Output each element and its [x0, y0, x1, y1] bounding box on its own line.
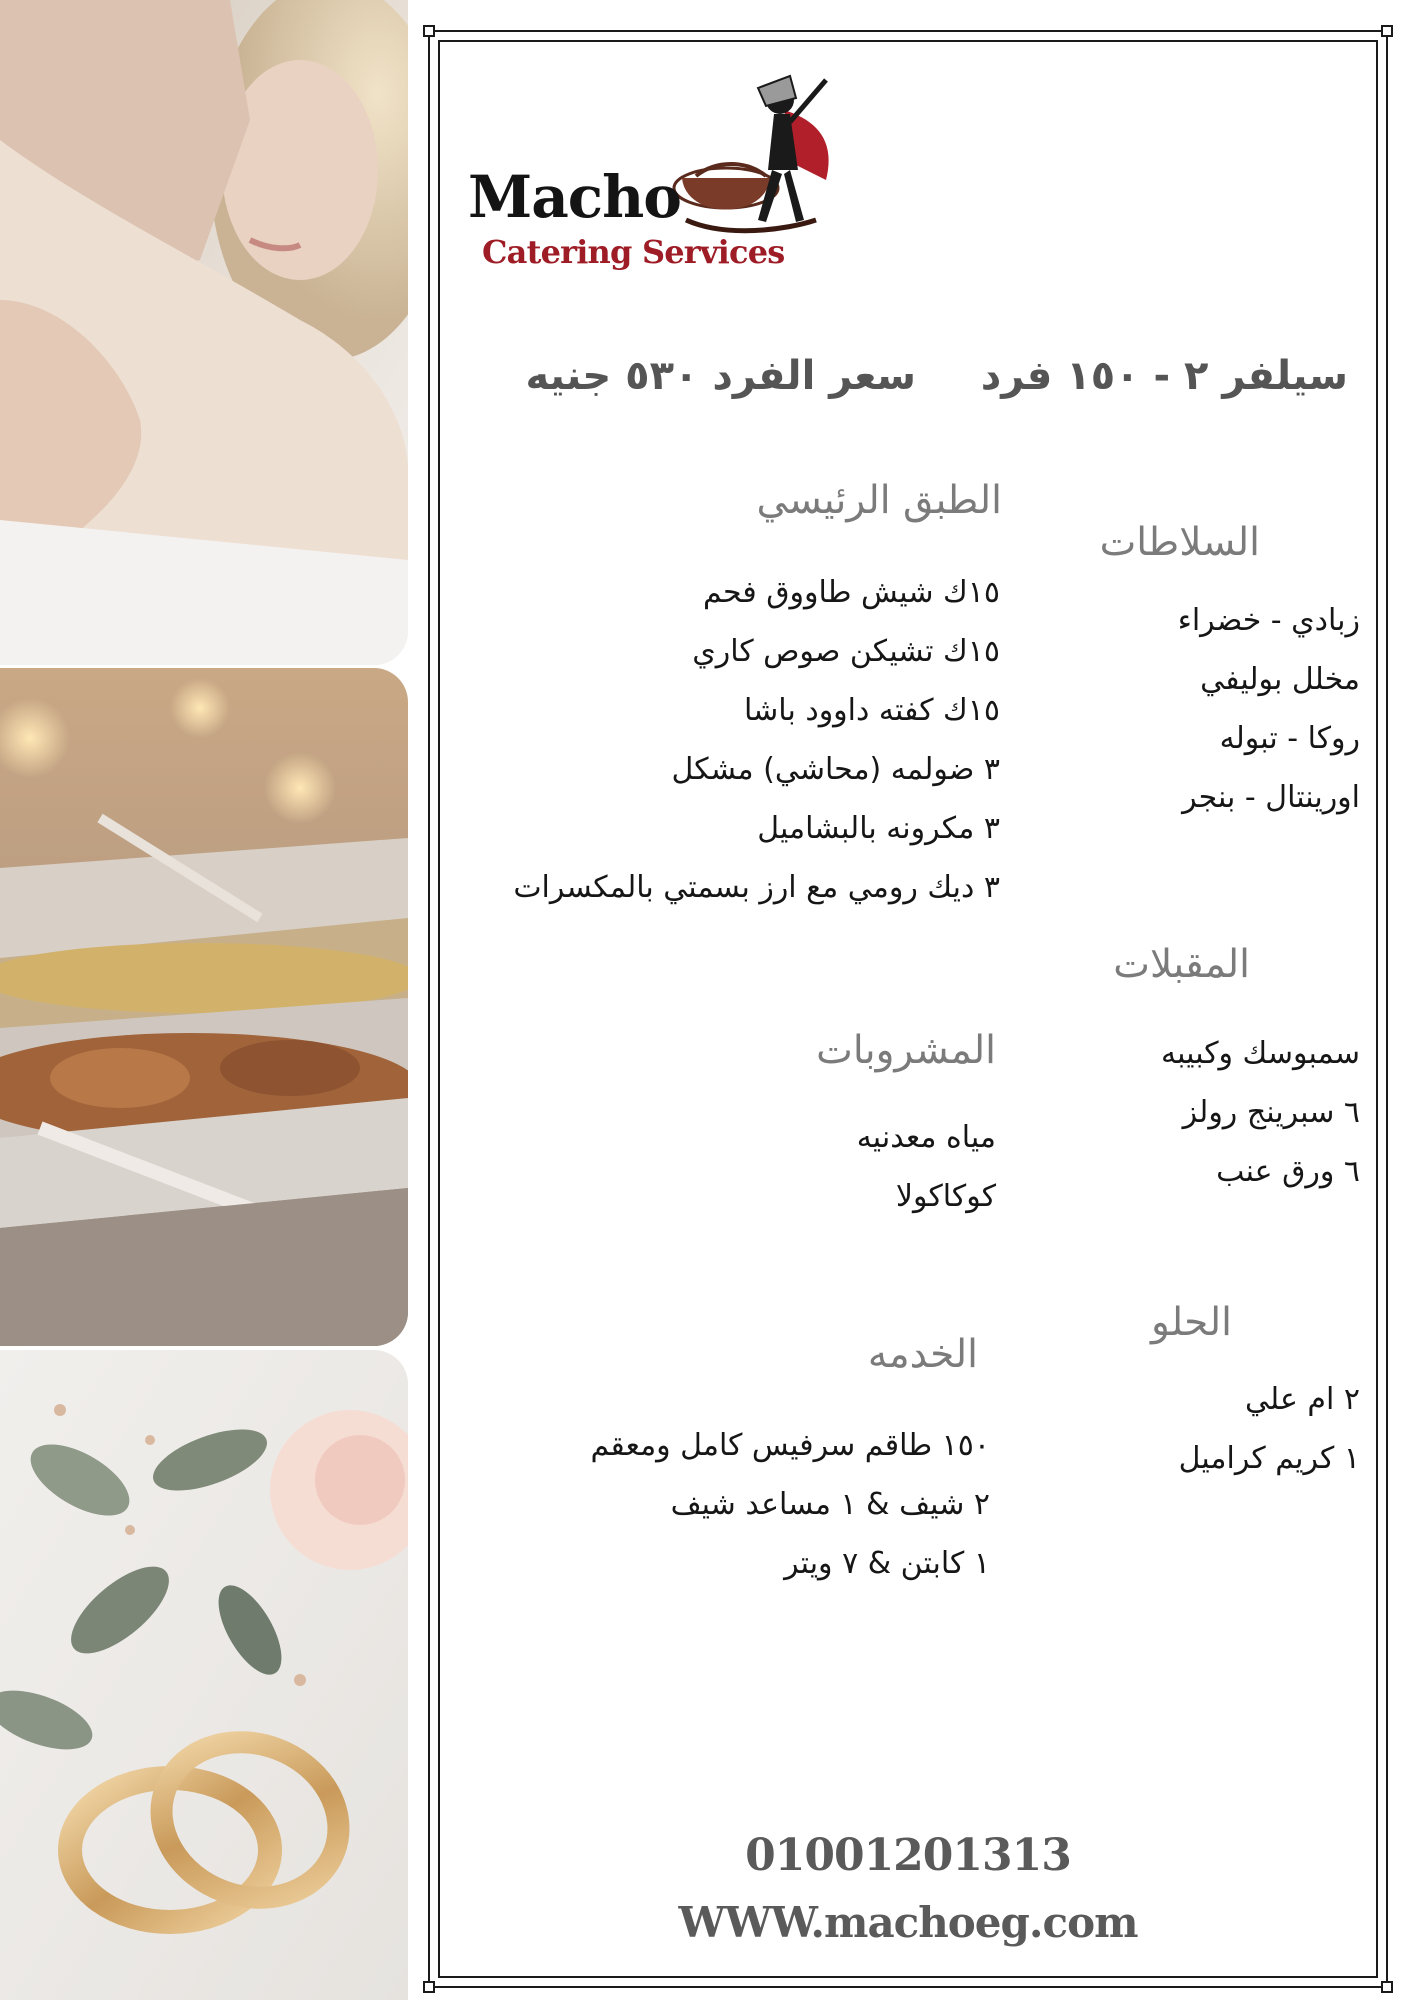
phone-number: 01001201313 — [745, 1830, 1071, 1881]
list-item: مخلل بوليفي — [1200, 662, 1360, 697]
brand-subtitle: Catering Services — [482, 233, 785, 271]
list-item: اورينتال - بنجر — [1182, 780, 1360, 815]
list-item: ٢ شيف & ١ مساعد شيف — [670, 1487, 990, 1522]
section-title-main-course: الطبق الرئيسي — [756, 478, 1002, 523]
list-item: ١٥ك تشيكن صوص كاري — [692, 634, 1000, 669]
brand-name: Macho — [468, 163, 681, 231]
list-item: ١٥ك شيش طاووق فحم — [703, 575, 1000, 610]
list-item: ١ كابتن & ٧ ويتر — [784, 1546, 990, 1581]
list-item: ١٥٠ طاقم سرفيس كامل ومعقم — [590, 1428, 990, 1463]
section-title-drinks: المشروبات — [816, 1028, 996, 1073]
list-item: زبادي - خضراء — [1177, 603, 1360, 638]
appetizers-list — [1161, 1024, 1360, 1201]
list-item: مياه معدنيه — [856, 1120, 996, 1155]
couple-photo — [0, 0, 408, 665]
list-item: ٦ سبرينج رولز — [1182, 1095, 1360, 1130]
section-title-appetizers: المقبلات — [1113, 942, 1250, 987]
rings-photo — [0, 1350, 408, 2000]
list-item: ٦ ورق عنب — [1216, 1154, 1360, 1189]
salads-list — [1178, 591, 1360, 827]
section-title-dessert: الحلو — [1151, 1300, 1232, 1345]
dessert-list — [1179, 1370, 1360, 1488]
drinks-list — [857, 1108, 996, 1226]
list-item: ٢ ام علي — [1245, 1382, 1360, 1417]
list-item: روكا - تبوله — [1219, 721, 1360, 756]
service-list — [590, 1416, 990, 1593]
price-per-person: سعر الفرد ٥٣٠ جنيه — [525, 353, 916, 399]
website-link[interactable]: WWW.machoeg.com — [678, 1898, 1138, 1947]
package-title: سيلفر ٢ - ١٥٠ فرد — [980, 353, 1348, 399]
buffet-photo — [0, 668, 408, 1346]
section-title-salads: السلاطات — [1099, 520, 1260, 565]
section-title-service: الخدمه — [867, 1332, 978, 1377]
menu-frame-inner — [438, 40, 1378, 1978]
list-item: ٣ مكرونه بالبشاميل — [757, 811, 1000, 846]
list-item: ٣ ضولمه (محاشي) مشكل — [671, 752, 1000, 787]
waiter-mascot-icon — [666, 70, 848, 240]
list-item: ١٥ك كفته داوود باشا — [744, 693, 1000, 728]
list-item: ١ كريم كراميل — [1178, 1441, 1360, 1476]
list-item: ٣ ديك رومي مع ارز بسمتي بالمكسرات — [513, 870, 1000, 905]
list-item: سمبوسك وكبيبه — [1161, 1036, 1360, 1071]
brand-logo — [468, 70, 848, 290]
list-item: كوكاكولا — [895, 1179, 996, 1214]
main-course-list — [513, 563, 1000, 917]
